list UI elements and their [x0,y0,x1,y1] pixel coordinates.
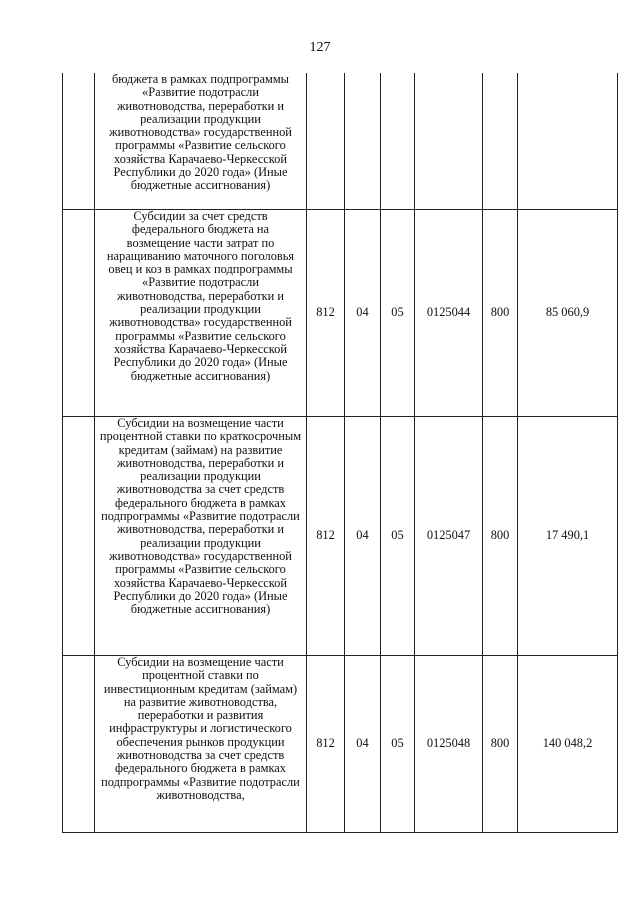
section-code-cell: 04 [345,656,381,833]
amount-cell: 85 060,9 [518,210,618,417]
expense-type-cell: 800 [483,417,518,656]
ministry-code-cell: 812 [307,656,345,833]
description-cell: бюджета в рамках подпрограммы «Развитие подотрасли животноводства, переработки и реализации продукции животноводства» государственной программы «Развитие сельского хозяйства Карачаево-Черкесской Республики до 2020 года» (Иные бюджетные ассигнования) [95,73,307,210]
section-code-cell [345,73,381,210]
row-number-cell [63,73,95,210]
subsection-code-cell: 05 [381,210,415,417]
table-row [63,417,618,656]
table-row [63,73,618,210]
description-cell: Субсидии на возмещение части процентной ставки по инвестиционным кредитам (займам) на развитие животноводства, переработки и развития инфраструктуры и логистического обеспечения рынков продукции животноводства за счет средств федерального бюджета в рамках подпрограммы «Развитие подотрасли животноводства, [95,656,307,833]
target-article-cell: 0125048 [415,656,483,833]
amount-cell: 17 490,1 [518,417,618,656]
section-code-cell: 04 [345,417,381,656]
target-article-cell: 0125047 [415,417,483,656]
amount-cell [518,73,618,210]
description-cell: Субсидии за счет средств федерального бюджета на возмещение части затрат по наращиванию маточного поголовья овец и коз в рамках подпрограммы «Развитие подотрасли животноводства, переработки и реализации продукции животноводства» государственной программы «Развитие сельского хозяйства Карачаево-Черкесской Республики до 2020 года» (Иные бюджетные ассигнования) [95,210,307,417]
row-number-cell [63,656,95,833]
amount-cell: 140 048,2 [518,656,618,833]
subsection-code-cell [381,73,415,210]
description-cell: Субсидии на возмещение части процентной ставки по краткосрочным кредитам (займам) на развитие животноводства, переработки и реализации продукции животноводства за счет средств федерального бюджета в рамках подпрограммы «Развитие подотрасли животноводства, переработки и реализации продукции животноводства» государственной программы «Развитие сельского хозяйства Карачаево-Черкесской Республики до 2020 года» (Иные бюджетные ассигнования) [95,417,307,656]
target-article-cell: 0125044 [415,210,483,417]
section-code-cell: 04 [345,210,381,417]
subsection-code-cell: 05 [381,417,415,656]
page-number: 127 [309,40,331,55]
ministry-code-cell: 812 [307,210,345,417]
target-article-cell [415,73,483,210]
row-number-cell [63,417,95,656]
budget-table [62,73,618,833]
row-number-cell [63,210,95,417]
expense-type-cell [483,73,518,210]
expense-type-cell: 800 [483,210,518,417]
subsection-code-cell: 05 [381,656,415,833]
ministry-code-cell [307,73,345,210]
expense-type-cell: 800 [483,656,518,833]
table-row [63,656,618,833]
ministry-code-cell: 812 [307,417,345,656]
table-row [63,210,618,417]
